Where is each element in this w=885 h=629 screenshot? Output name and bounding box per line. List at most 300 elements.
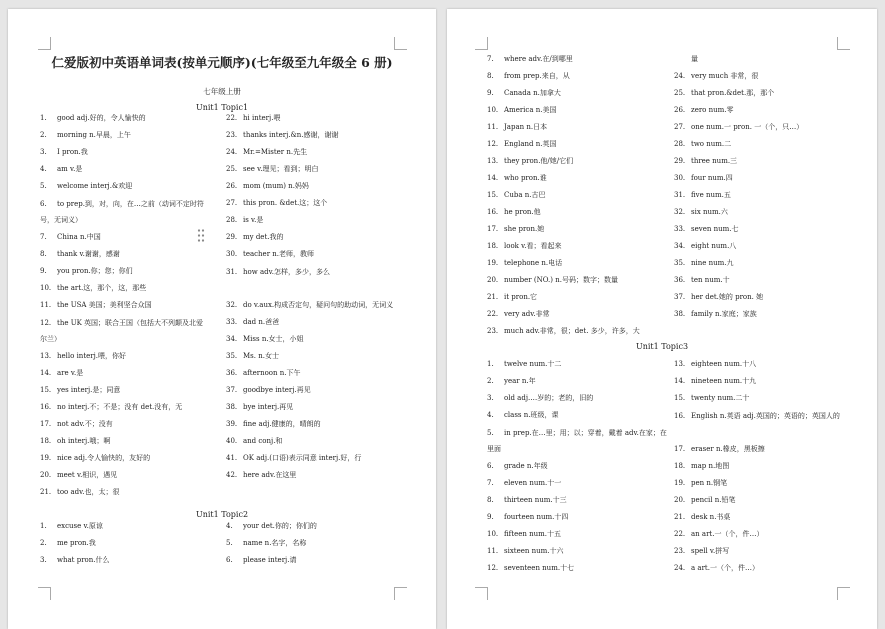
item-number: 34.: [226, 335, 238, 343]
item-text: that pron.&det.那，那个: [691, 89, 775, 97]
vocab-item: [226, 179, 396, 193]
item-text: nice adj.令人愉快的，友好的: [57, 454, 151, 462]
vocab-item: [40, 536, 205, 550]
document-page-left: [8, 9, 436, 629]
item-text: good adj.好的，令人愉快的: [57, 114, 146, 122]
item-text: eight num.八: [691, 242, 737, 250]
vocab-item: [487, 324, 667, 338]
item-text: fine adj.健康的，晴朗的: [243, 420, 321, 428]
vocab-item: [40, 315, 205, 347]
item-number: 18.: [674, 462, 686, 470]
vocab-item: [226, 145, 396, 159]
vocab-item: [226, 196, 396, 210]
vocab-item: [674, 171, 844, 185]
crop-mark: [394, 587, 407, 600]
item-number: 9.: [487, 513, 494, 521]
item-number: 15.: [40, 386, 52, 394]
vocab-item: [226, 128, 396, 142]
vocab-item: [487, 171, 667, 185]
item-text: here adv.在这里: [243, 471, 297, 479]
item-text: teacher n.老师，教师: [243, 250, 315, 258]
item-number: 8.: [40, 250, 47, 258]
item-text: seventeen num.十七: [504, 564, 575, 572]
item-text: China n.中国: [57, 233, 101, 241]
item-text: telephone n.电话: [504, 259, 563, 267]
vocab-item: [40, 196, 205, 228]
item-text: six num.六: [691, 208, 728, 216]
vocab-item: [487, 52, 667, 66]
item-text: zero num.零: [691, 106, 734, 114]
item-text: name n.名字，名称: [243, 539, 307, 547]
item-text: meet v.相识，遇见: [57, 471, 118, 479]
item-text: please interj.请: [243, 556, 297, 564]
item-number: 14.: [40, 369, 52, 377]
crop-mark: [837, 37, 850, 50]
item-text: an art.一（个，件…）: [691, 530, 764, 538]
item-number: 21.: [40, 488, 52, 496]
vocab-item: [226, 383, 396, 397]
item-number: 38.: [226, 403, 238, 411]
vocab-item: [487, 69, 667, 83]
topic-heading: Unit1 Topic3: [635, 342, 689, 351]
item-text: do v.aux.构成否定句，疑问句的助动词，无词义: [243, 301, 394, 309]
item-text: welcome interj.&欢迎: [57, 182, 133, 190]
item-number: 12.: [487, 140, 499, 148]
item-number: 7.: [487, 479, 494, 487]
vocab-item: [40, 519, 205, 533]
item-text: eighteen num.十八: [691, 360, 757, 368]
wrapped-text: 量: [691, 55, 698, 63]
vocab-item: [40, 179, 205, 193]
vocab-item: [226, 298, 396, 312]
item-text: this pron. &det.这；这个: [243, 199, 328, 207]
vocab-item: [674, 510, 849, 524]
item-number: 19.: [40, 454, 52, 462]
vocab-item: [487, 103, 667, 117]
vocab-item: [40, 264, 205, 278]
item-text: pencil n.铅笔: [691, 496, 736, 504]
item-text: see v.理见；看到；明白: [243, 165, 319, 173]
item-text: much adv.非常，很；det. 多少，许多，大: [504, 327, 640, 335]
vocab-item: [674, 137, 844, 151]
item-text: excuse v.原谅: [57, 522, 103, 530]
item-number: 12.: [40, 319, 52, 327]
item-number: 16.: [674, 412, 686, 420]
vocab-item: [674, 239, 844, 253]
vocab-item: [674, 544, 849, 558]
item-number: 11.: [487, 547, 499, 555]
item-number: 23.: [226, 131, 238, 139]
vocab-item: [226, 417, 396, 431]
grade-label: 七年级上册: [203, 87, 241, 96]
item-text: thanks interj.&n.感谢，谢谢: [243, 131, 339, 139]
item-number: 14.: [674, 377, 686, 385]
vocab-item: [226, 536, 396, 550]
vocab-item: [487, 307, 667, 321]
vocab-item: [674, 290, 844, 304]
item-number: 7.: [40, 233, 47, 241]
vocab-item: [487, 137, 667, 151]
vocab-item: [40, 162, 205, 176]
vocab-item: [226, 349, 396, 363]
vocab-item: [674, 493, 849, 507]
vocab-item: [40, 451, 205, 465]
vocab-item: [487, 476, 667, 490]
vocab-item: [674, 391, 849, 405]
item-number: 3.: [40, 556, 47, 564]
item-number: 13.: [674, 360, 686, 368]
vocab-item: [674, 69, 844, 83]
item-number: 21.: [487, 293, 499, 301]
crop-mark: [837, 587, 850, 600]
vocab-item: [487, 527, 667, 541]
item-number: 41.: [226, 454, 238, 462]
item-number: 31.: [674, 191, 686, 199]
vocab-item: [40, 417, 205, 431]
topic-heading: Unit1 Topic1: [195, 103, 249, 112]
item-number: 17.: [487, 225, 499, 233]
item-text: a art.一（个，件…）: [691, 564, 759, 572]
vocab-item: [487, 493, 667, 507]
vocab-item: [40, 281, 205, 295]
vocab-item: [674, 120, 844, 134]
item-number: 24.: [674, 564, 686, 572]
item-number: 15.: [487, 191, 499, 199]
vocab-item: [674, 357, 849, 371]
item-text: my det.我的: [243, 233, 284, 241]
item-number: 2.: [40, 539, 47, 547]
vocab-item: [487, 374, 667, 388]
item-text: class n.班级，课: [504, 411, 559, 419]
item-text: number (NO.) n.号码；数字；数量: [504, 276, 618, 284]
item-number: 9.: [487, 89, 494, 97]
item-number: 32.: [226, 301, 238, 309]
item-text: England n.英国: [504, 140, 557, 148]
item-text: oh interj.哦；啊: [57, 437, 111, 445]
item-text: fourteen num.十四: [504, 513, 569, 521]
item-number: 19.: [674, 479, 686, 487]
item-number: 29.: [226, 233, 238, 241]
item-text: yes interj.是；同意: [57, 386, 121, 394]
item-number: 10.: [487, 106, 499, 114]
item-text: dad n.爸爸: [243, 318, 280, 326]
item-text: eraser n.橡皮，黑板擦: [691, 445, 765, 453]
item-text: nineteen num.十九: [691, 377, 757, 385]
document-title: 仁爱版初中英语单词表(按单元顺序)(七年级至九年级全 6 册): [51, 55, 393, 70]
crop-mark: [38, 37, 51, 50]
vocab-item: [487, 256, 667, 270]
item-text: hello interj.喂，你好: [57, 352, 127, 360]
item-number: 28.: [674, 140, 686, 148]
item-text: Miss n.女士，小姐: [243, 335, 304, 343]
item-number: 40.: [226, 437, 238, 445]
item-number: 4.: [487, 411, 494, 419]
vocab-item: [487, 391, 667, 405]
item-number: 30.: [674, 174, 686, 182]
vocab-item: [487, 408, 667, 422]
item-text: America n.美国: [504, 106, 557, 114]
vocab-item: [226, 400, 396, 414]
vocab-item: [674, 188, 844, 202]
item-text: he pron.他: [504, 208, 541, 216]
item-number: 6.: [226, 556, 233, 564]
vocab-item: [674, 476, 849, 490]
crop-mark: [394, 37, 407, 50]
item-number: 10.: [40, 284, 52, 292]
item-text: Cuba n.古巴: [504, 191, 546, 199]
item-text: Mr.=Mister n.先生: [243, 148, 308, 156]
item-text: sixteen num.十六: [504, 547, 564, 555]
item-text: seven num.七: [691, 225, 739, 233]
item-text: she pron.她: [504, 225, 545, 233]
item-text: I pron.我: [57, 148, 88, 156]
vocab-item: [674, 154, 844, 168]
item-text: from prep.来自，从: [504, 72, 570, 80]
item-number: 32.: [674, 208, 686, 216]
item-text: Japan n.日本: [504, 123, 548, 131]
item-text: eleven num.十一: [504, 479, 562, 487]
vocab-item: [226, 366, 396, 380]
item-text: nine num.九: [691, 259, 734, 267]
crop-mark: [475, 587, 488, 600]
item-number: 11.: [487, 123, 499, 131]
vocab-item: [40, 366, 205, 380]
item-number: 36.: [226, 369, 238, 377]
item-text: how adv.怎样，多少，多么: [243, 268, 330, 276]
item-text: four num.四: [691, 174, 733, 182]
item-number: 42.: [226, 471, 238, 479]
item-text: not adv.不；没有: [57, 420, 113, 428]
vocab-item: [487, 510, 667, 524]
item-text: old adj.…岁的；老的，旧的: [504, 394, 594, 402]
vocab-item: [674, 561, 849, 575]
drag-handle-icon[interactable]: [197, 228, 205, 244]
item-number: 23.: [487, 327, 499, 335]
vocab-item: [226, 247, 396, 261]
item-text: five num.五: [691, 191, 731, 199]
vocab-item: [487, 561, 667, 575]
vocab-item: [487, 188, 667, 202]
item-number: 22.: [487, 310, 499, 318]
item-number: 7.: [487, 55, 494, 63]
item-text: where adv.在/到哪里: [504, 55, 573, 63]
item-number: 4.: [226, 522, 233, 530]
item-number: 27.: [674, 123, 686, 131]
crop-mark: [475, 37, 488, 50]
item-text: family n.家庭；家族: [691, 310, 757, 318]
document-page-right: [447, 9, 877, 629]
item-number: 20.: [674, 496, 686, 504]
item-text: the USA 美国；美利坚合众国: [57, 301, 152, 309]
item-text: it pron.它: [504, 293, 538, 301]
vocab-item: [40, 298, 205, 312]
item-text: goodbye interj.再见: [243, 386, 311, 394]
vocab-item: [40, 434, 205, 448]
item-number: 9.: [40, 267, 47, 275]
vocab-item: [487, 239, 667, 253]
vocab-item: [40, 553, 205, 567]
item-number: 22.: [674, 530, 686, 538]
item-text: is v.是: [243, 216, 264, 224]
item-number: 1.: [40, 114, 47, 122]
vocab-item: [40, 468, 205, 482]
item-number: 20.: [487, 276, 499, 284]
vocab-item: [674, 205, 844, 219]
item-number: 3.: [40, 148, 47, 156]
item-text: very much 非常，很: [691, 72, 759, 80]
item-text: look v.看；看起来: [504, 242, 562, 250]
item-number: 24.: [674, 72, 686, 80]
item-text: pen n.钢笔: [691, 479, 728, 487]
vocab-item: [487, 544, 667, 558]
item-number: 8.: [487, 72, 494, 80]
item-number: 8.: [487, 496, 494, 504]
item-number: 24.: [226, 148, 238, 156]
item-number: 26.: [226, 182, 238, 190]
item-number: 31.: [226, 268, 238, 276]
item-number: 11.: [40, 301, 52, 309]
item-number: 4.: [40, 165, 47, 173]
item-text: no interj.不；不是；没有 det.没有，无: [57, 403, 183, 411]
item-text: are v.是: [57, 369, 84, 377]
item-text: too adv.也，太；很: [57, 488, 120, 496]
item-text: me pron.我: [57, 539, 96, 547]
item-number: 2.: [487, 377, 494, 385]
vocab-item: [40, 247, 205, 261]
item-number: 28.: [226, 216, 238, 224]
vocab-item: [487, 357, 667, 371]
item-text: year n.年: [504, 377, 536, 385]
vocab-item: [226, 434, 396, 448]
item-text: who pron.谁: [504, 174, 547, 182]
item-number: 3.: [487, 394, 494, 402]
item-number: 6.: [487, 462, 494, 470]
vocab-item: [674, 256, 844, 270]
item-text: what pron.什么: [57, 556, 110, 564]
item-number: 29.: [674, 157, 686, 165]
item-number: 21.: [674, 513, 686, 521]
item-number: 37.: [674, 293, 686, 301]
vocab-item: [487, 459, 667, 473]
vocab-item: [674, 307, 844, 321]
item-number: 16.: [40, 403, 52, 411]
item-text: two num.二: [691, 140, 732, 148]
item-text: grade n.年级: [504, 462, 548, 470]
item-number: 22.: [226, 114, 238, 122]
item-text: Canada n.加拿大: [504, 89, 561, 97]
vocab-item: [226, 213, 396, 227]
item-text: to prep.到，对，向，在…之前（动词不定时符号，无词义）: [40, 200, 204, 224]
vocab-item: [40, 383, 205, 397]
vocab-item: [40, 111, 205, 125]
item-number: 19.: [487, 259, 499, 267]
item-text: spell v.拼写: [691, 547, 730, 555]
item-number: 5.: [40, 182, 47, 190]
item-number: 33.: [674, 225, 686, 233]
item-number: 17.: [674, 445, 686, 453]
item-number: 33.: [226, 318, 238, 326]
vocab-item: [226, 315, 396, 329]
item-number: 25.: [674, 89, 686, 97]
item-text: they pron.他/她/它们: [504, 157, 574, 165]
item-text: and conj.和: [243, 437, 283, 445]
item-number: 25.: [226, 165, 238, 173]
vocab-item: [226, 451, 396, 465]
vocab-item: [226, 519, 396, 533]
vocab-item: [674, 86, 844, 100]
item-text: morning n.早晨，上午: [57, 131, 131, 139]
item-text: thank v.谢谢，感谢: [57, 250, 120, 258]
topic-heading: Unit1 Topic2: [195, 510, 249, 519]
item-number: 34.: [674, 242, 686, 250]
item-number: 17.: [40, 420, 52, 428]
item-text: three num.三: [691, 157, 738, 165]
item-number: 18.: [487, 242, 499, 250]
item-text: Ms. n.女士: [243, 352, 279, 360]
item-text: one num.一 pron. 一（个，只…）: [691, 123, 804, 131]
vocab-item: [674, 222, 844, 236]
vocab-item: [674, 408, 849, 424]
item-number: 5.: [226, 539, 233, 547]
vocab-item: [226, 468, 396, 482]
vocab-item: [40, 400, 205, 414]
item-number: 20.: [40, 471, 52, 479]
item-text: twelve num.十二: [504, 360, 562, 368]
item-number: 26.: [674, 106, 686, 114]
item-number: 39.: [226, 420, 238, 428]
vocab-item: [40, 128, 205, 142]
item-number: 6.: [40, 200, 47, 208]
item-number: 5.: [487, 429, 494, 437]
vocab-item: [226, 553, 396, 567]
item-number: 13.: [487, 157, 499, 165]
crop-mark: [38, 587, 51, 600]
item-text: in prep.在…里；用；以；穿着，戴着 adv.在家；在里面: [487, 429, 667, 453]
item-number: 15.: [674, 394, 686, 402]
item-number: 16.: [487, 208, 499, 216]
item-text: afternoon n.下午: [243, 369, 301, 377]
vocab-item: [674, 374, 849, 388]
item-text: bye interj.再见: [243, 403, 294, 411]
item-text: thirteen num.十三: [504, 496, 567, 504]
vocab-item: [487, 205, 667, 219]
vocab-item: [487, 120, 667, 134]
item-number: 1.: [40, 522, 47, 530]
item-number: 18.: [40, 437, 52, 445]
vocab-item: [226, 162, 396, 176]
item-number: 14.: [487, 174, 499, 182]
item-text: desk n.书桌: [691, 513, 731, 521]
item-text: the art.这，那个，这，那些: [57, 284, 147, 292]
item-number: 30.: [226, 250, 238, 258]
vocab-item: [674, 527, 849, 541]
vocab-item: [226, 264, 396, 280]
item-number: 38.: [674, 310, 686, 318]
item-number: 13.: [40, 352, 52, 360]
item-number: 10.: [487, 530, 499, 538]
item-text: English n.英语 adj.英国的；英语的；英国人的: [691, 412, 840, 420]
item-number: 27.: [226, 199, 238, 207]
item-text: very adv.非常: [504, 310, 550, 318]
item-text: the UK 英国；联合王国（包括大不列颠及北爱尔兰）: [40, 319, 204, 343]
vocab-item: [487, 222, 667, 236]
item-text: OK adj.(口语)表示同意 interj.好，行: [243, 454, 362, 462]
vocab-item: [487, 273, 667, 287]
item-number: 2.: [40, 131, 47, 139]
vocab-item: [487, 86, 667, 100]
item-text: am v.是: [57, 165, 83, 173]
item-number: 36.: [674, 276, 686, 284]
